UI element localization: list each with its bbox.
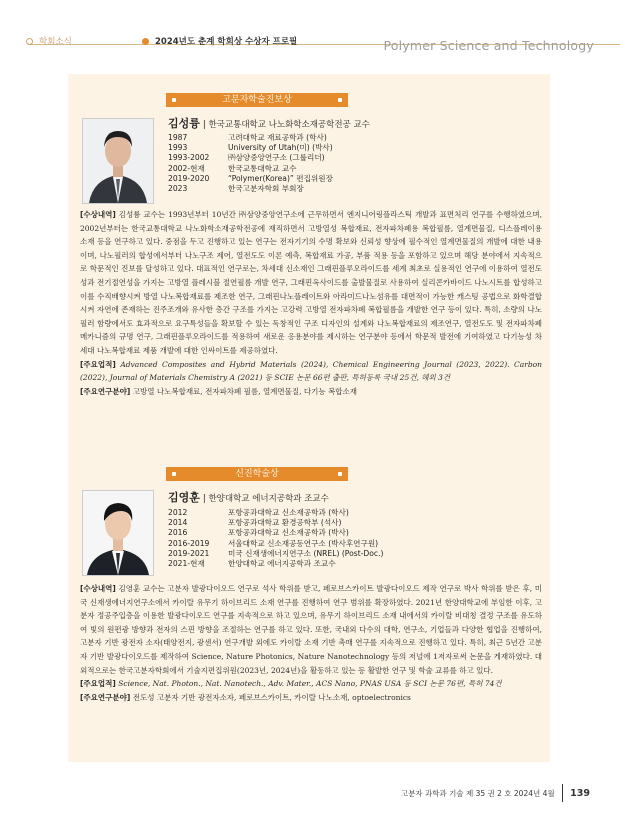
career-row: 2016-2019 서울대학교 신소재공동연구소 (박사후연구원)	[168, 538, 379, 548]
career-row: 2002-현재 한국교통대학교 교수	[168, 163, 297, 173]
research-fields: [주요연구분야] 고방열 나노복합재료, 전자파차폐 필름, 열계면물질, 다기능 복합소재	[80, 386, 358, 396]
career-row: 1993-2002 ㈜삼양중앙연구소 (그룹리더)	[168, 153, 325, 163]
banner-ornament-icon	[338, 98, 342, 102]
career-row: 1987 고려대학교 재료공학과 (학사)	[168, 133, 327, 142]
career-row: 2021-현재 한양대학교 에너지공학과 조교수	[168, 559, 336, 569]
publications: [주요업적] Advanced Composites and Hybrid Materials (2024), Chemical Engineering Journal (2023, 2022). Carbon (2022), Journal of Materials Chemistry A (2021) 등 SCIE 논문 66편 출판, 특허등록 국내 25건, 해외 3건	[80, 359, 542, 383]
issue-info: 고분자 과학과 기술 제 35 권 2 호 2024년 4월	[400, 788, 555, 798]
research-fields: [주요연구분야] 전도성 고분자 기반 광전자소자, 페로브스카이트, 카이랄 나노소재, optoelectronics	[80, 692, 411, 702]
career-row: 2012 포항공과대학교 신소재공학과 (학사)	[168, 508, 349, 517]
award-banner: 신진학술상	[166, 467, 348, 481]
award-history: [수상내역] 김영훈 교수는 고분자 발광다이오드 연구로 석사 학위를 받고, 페로브스카이트 발광다이오드 제작 연구로 박사 학위를 받은 후, 미국 신재생에너지연구소에서 카이랄 유무기 하이브리드 소재 연구를 진행하여 연구 범위를 확장하였다. 2021년 한양대학교에 부임한 이후, 고분자 정공주입층을 이용한 발광다이오드 연구를 지속적으로 하고 있으며, 유무기 하이브리드 소재 내에서의 카이랄 비대칭 결정 구조를 유도하여 빛의 원편광 방향과 전자의 스핀 방향을 조절하는 연구를 하고 있다. 또한, 국내외 다수의 대학, 연구소, 기업들과 다양한 협업을 진행하여, 고분자 기반 광전자 소자(태양전지, 광센서) 연구개발 외에도 카이랄 소재 기반 촉매 연구를 지속적으로 진행하고 있다. 특히, 최근 5년간 고분자 기반 발광다이오드를 제작하여 Science, Nature Photonics, Nature Nanotechnology 등의 저널에 1저자로써 논문을 게재하였다. 대외적으로는 한국고분자학회에서 기술지편집위원(2023년, 2024년)을 활동하고 있는 등 활발한 연구 및 학술 교류를 하고 있다.	[80, 584, 543, 675]
journal-title: Polymer Science and Technology	[383, 38, 594, 53]
banner-ornament-icon	[338, 472, 342, 476]
publications: [주요업적] Science, Nat. Photon., Nat. Nanotech., Adv. Mater., ACS Nano, PNAS USA 등 SCI 논문 76편, 특허 74건	[80, 679, 502, 689]
career-row: 1993 University of Utah(미) (박사)	[168, 143, 333, 153]
bullet-icon	[142, 38, 149, 45]
career-list	[168, 133, 333, 194]
page-header	[0, 0, 620, 60]
career-row: 2016 포항공과대학교 신소재공학과 (박사)	[168, 528, 349, 538]
recipient-affiliation: 한양대학교 에너지공학과 조교수	[208, 494, 329, 504]
recipient-name: 김성륭	[168, 117, 200, 130]
career-list	[168, 508, 383, 569]
career-row: 2019-2021 미국 신재생에너지연구소 (NREL) (Post-Doc.)	[168, 548, 384, 558]
footer-divider	[562, 784, 564, 802]
recipient-name-line: 김영훈 | 한양대학교 에너지공학과 조교수	[168, 491, 329, 504]
header-subtitle: 2024년도 춘계 학회상 수상자 프로필	[142, 35, 297, 47]
banner-ornament-icon	[172, 472, 176, 476]
recipient-name-line: 김성륭 | 한국교통대학교 나노화학소재공학전공 교수	[168, 117, 370, 130]
award-description	[80, 208, 542, 398]
award-history: [수상내역] 김성륭 교수는 1993년부터 10년간 ㈜삼양중앙연구소에 근무하면서 엔지니어링플라스틱 개발과 표면처리 연구를 수행하였으며, 2002년부터는 한국교통대학교 나노화학소재공학전공에 재직하면서 고방열성 복합재료, 전자파차폐용 복합필름, 열계면물질, 디스플레이용 소재 등을 연구하고 있다. 중점을 두고 진행하고 있는 연구는 전자기기의 수명 확보와 신뢰성 향상에 필수적인 열계면물질의 개발에 대한 내용이며, 나노필러의 합성에서부터 나노구조 제어, 열전도도 이론 예측, 복합재료 가공, 부품 적용 등을 포함하고 있으며 해당 분야에서 지속적으로 학문적인 진보를 달성하고 있다. 대표적인 연구로는, 차세대 신소재인 그래핀플루오라이드를 세계 최초로 실용적인 연구에 이용하여 열전도성과 전기절연성을 가지는 고방열 플레시블 절연필름 개발 연구, 그래핀옥사이드를 출발물질로 사용하여 실리콘카바이드 나노시트를 합성하고 이를 수직배향시켜 방열 나노복합재료를 제조한 연구, 그래핀나노플레이트와 아라미드나노섬유를 대면적이 가능한 캐스팅 공법으로 화학결합시켜 자연에 존재하는 진주조개와 유사한 층간 구조를 가지는 고강력 고방열 전자파차폐 복합필름을 개발한 연구 등이 있다. 특히, 소량의 나노필러 함량에서도 효과적으로 요구특성들을 확보할 수 있는 독창적인 구조 디자인의 설계와 나노복합재료의 제조연구, 열전도도 및 전자파차폐 메카니즘의 규명 연구, 그래핀플루오라이드를 적용하여 새로운 응용분야를 제시하는 연구분야 등에서 학문적 발전에 기여하였고 다기능성 차세대 나노복합재료 제품 개발에 대한 인싸이트를 제공하였다.	[80, 210, 542, 355]
career-row: 2014 포항공과대학교 환경공학부 (석사)	[168, 518, 342, 528]
portrait-photo	[82, 490, 154, 576]
career-row: 2023 한국고분자학회 부회장	[168, 184, 304, 194]
page-footer	[401, 784, 590, 802]
award-banner: 고분자학술진보상	[166, 93, 348, 107]
award-description	[80, 582, 542, 704]
recipient-name: 김영훈	[168, 491, 200, 504]
section-tag: 학회소식	[26, 35, 72, 47]
page-number: 139	[570, 787, 590, 799]
recipient-affiliation: 한국교통대학교 나노화학소재공학전공 교수	[208, 120, 370, 130]
portrait-photo	[82, 118, 154, 204]
bullet-icon	[26, 38, 33, 45]
banner-ornament-icon	[172, 98, 176, 102]
career-row: 2019-2020 “Polymer(Korea)” 편집위원장	[168, 173, 333, 183]
